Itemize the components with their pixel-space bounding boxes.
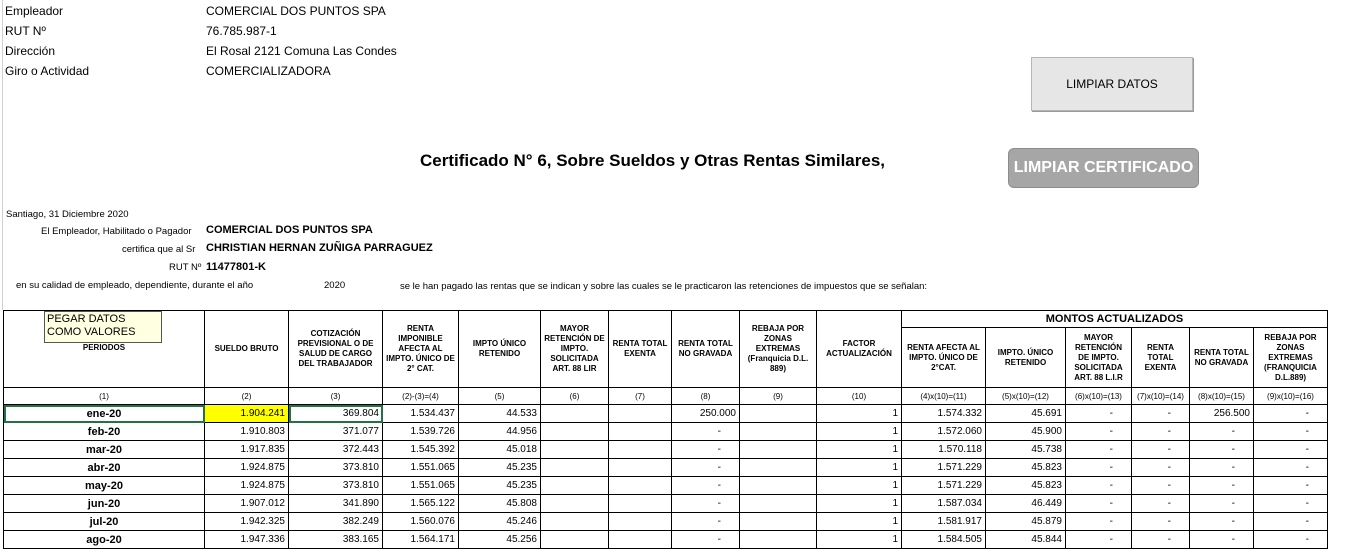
table-cell[interactable]: 1: [817, 459, 902, 477]
column-number-cell: (6)x(10)=(13): [1066, 388, 1132, 405]
trabajador-name: CHRISTIAN HERNAN ZUÑIGA PARRAGUEZ: [206, 242, 433, 254]
table-cell[interactable]: [740, 405, 817, 423]
column-number-cell: (8): [672, 388, 740, 405]
table-cell[interactable]: [609, 495, 672, 513]
table-cell[interactable]: -: [1254, 423, 1328, 441]
table-cell[interactable]: 1.539.726: [383, 423, 459, 441]
col-header-renta-exenta: RENTA TOTAL EXENTA: [609, 311, 672, 388]
table-cell[interactable]: [740, 441, 817, 459]
table-cell[interactable]: [609, 531, 672, 549]
table-cell[interactable]: 44.956: [459, 423, 541, 441]
table-cell[interactable]: 1.571.229: [902, 477, 986, 495]
table-cell[interactable]: 46.449: [986, 495, 1066, 513]
table-cell[interactable]: -: [672, 495, 740, 513]
table-cell[interactable]: -: [1066, 531, 1132, 549]
table-cell[interactable]: [541, 459, 609, 477]
pegar-valores-button[interactable]: [44, 311, 162, 343]
col-header-periodos: PERIODOS: [4, 311, 205, 388]
table-cell[interactable]: [740, 423, 817, 441]
table-cell[interactable]: -: [672, 423, 740, 441]
table-cell[interactable]: [740, 459, 817, 477]
table-row: [4, 513, 1328, 531]
table-cell[interactable]: -: [1066, 459, 1132, 477]
table-cell[interactable]: 1.565.122: [383, 495, 459, 513]
table-cell[interactable]: -: [672, 477, 740, 495]
table-cell[interactable]: -: [1132, 405, 1190, 423]
col-header-renta-exenta-act: RENTA TOTAL EXENTA: [1132, 328, 1190, 388]
table-row: [4, 459, 1328, 477]
direccion-value[interactable]: El Rosal 2121 Comuna Las Condes: [206, 44, 397, 58]
table-cell[interactable]: -: [1066, 495, 1132, 513]
rentas-table: [3, 310, 1328, 549]
rentas-text: se le han pagado las rentas que se indican y sobre las cuales se le practicaron las retenciones de impuestos que se señalan:: [400, 281, 928, 292]
table-cell[interactable]: [740, 495, 817, 513]
table-cell[interactable]: 256.500: [1190, 405, 1254, 423]
period-cell[interactable]: jul-20: [4, 513, 205, 531]
table-row: [4, 441, 1328, 459]
table-cell[interactable]: 1.534.437: [383, 405, 459, 423]
table-cell[interactable]: -: [1254, 513, 1328, 531]
period-cell[interactable]: mar-20: [4, 441, 205, 459]
direccion-label: Dirección: [5, 44, 56, 58]
table-cell[interactable]: 373.810: [289, 459, 383, 477]
column-number-cell: (6): [541, 388, 609, 405]
column-number-cell: (5): [459, 388, 541, 405]
table-cell[interactable]: 45.235: [459, 459, 541, 477]
table-cell[interactable]: [740, 531, 817, 549]
col-header-rebaja-zonas: REBAJA POR ZONAS EXTREMAS (Franquicia D.L. 889): [740, 311, 817, 388]
table-cell[interactable]: 1.551.065: [383, 477, 459, 495]
table-cell[interactable]: 1.924.875: [205, 477, 289, 495]
table-cell[interactable]: [541, 495, 609, 513]
column-number-cell: (8)x(10)=(15): [1190, 388, 1254, 405]
table-cell[interactable]: -: [1132, 495, 1190, 513]
table-cell[interactable]: -: [1190, 531, 1254, 549]
limpiar-datos-button[interactable]: LIMPIAR DATOS: [1031, 57, 1193, 111]
table-cell[interactable]: -: [1132, 423, 1190, 441]
rut-label: RUT Nº: [5, 24, 46, 38]
table-cell[interactable]: -: [1190, 513, 1254, 531]
calidad-text: en su calidad de empleado, dependiente, durante el año: [16, 280, 254, 291]
table-cell[interactable]: 1.587.034: [902, 495, 986, 513]
sheet-gridline: [2, 0, 3, 310]
table-cell[interactable]: -: [1254, 441, 1328, 459]
table-cell[interactable]: 1: [817, 423, 902, 441]
table-cell[interactable]: [541, 441, 609, 459]
table-cell[interactable]: 369.804: [289, 405, 383, 423]
empleador-value[interactable]: COMERCIAL DOS PUNTOS SPA: [206, 4, 386, 18]
table-cell[interactable]: 45.844: [986, 531, 1066, 549]
table-cell[interactable]: -: [1066, 423, 1132, 441]
giro-value[interactable]: COMERCIALIZADORA: [206, 64, 331, 78]
table-cell[interactable]: [609, 477, 672, 495]
table-cell[interactable]: 1.907.012: [205, 495, 289, 513]
table-row: [4, 531, 1328, 549]
table-cell[interactable]: 1.571.229: [902, 459, 986, 477]
table-cell[interactable]: -: [1066, 441, 1132, 459]
table-cell[interactable]: -: [672, 531, 740, 549]
table-cell[interactable]: [541, 423, 609, 441]
table-cell[interactable]: -: [1190, 441, 1254, 459]
giro-label: Giro o Actividad: [5, 64, 90, 78]
table-cell[interactable]: -: [1132, 513, 1190, 531]
table-row: [4, 495, 1328, 513]
table-cell[interactable]: 1.924.875: [205, 459, 289, 477]
anio-value[interactable]: 2020: [324, 280, 346, 291]
table-cell[interactable]: -: [1132, 477, 1190, 495]
table-cell[interactable]: [609, 513, 672, 531]
table-cell[interactable]: -: [1190, 477, 1254, 495]
table-cell[interactable]: 1.551.065: [383, 459, 459, 477]
table-cell[interactable]: 1: [817, 477, 902, 495]
table-cell[interactable]: 45.879: [986, 513, 1066, 531]
certificate-title: Certificado N° 6, Sobre Sueldos y Otras Rentas Similares,: [420, 151, 886, 170]
table-cell[interactable]: 45.738: [986, 441, 1066, 459]
table-cell[interactable]: 1.917.835: [205, 441, 289, 459]
col-header-renta-imponible: RENTA IMPONIBLE AFECTA AL IMPTO. ÚNICO DE 2° CAT.: [383, 311, 459, 388]
table-cell[interactable]: 372.443: [289, 441, 383, 459]
column-number-cell: (5)x(10)=(12): [986, 388, 1066, 405]
period-cell[interactable]: jun-20: [4, 495, 205, 513]
col-header-renta-afecta-act: RENTA AFECTA AL IMPTO. ÚNICO DE 2°CAT.: [902, 328, 986, 388]
column-number-cell: (7): [609, 388, 672, 405]
table-cell[interactable]: 1.942.325: [205, 513, 289, 531]
column-number-cell: (7)x(10)=(14): [1132, 388, 1190, 405]
table-cell[interactable]: 1.910.803: [205, 423, 289, 441]
table-cell[interactable]: -: [1066, 513, 1132, 531]
table-cell[interactable]: -: [1066, 477, 1132, 495]
table-cell[interactable]: 1.545.392: [383, 441, 459, 459]
rut-intro: RUT Nº: [169, 262, 202, 273]
montos-actualizados-header: MONTOS ACTUALIZADOS: [902, 311, 1328, 328]
table-cell[interactable]: [609, 423, 672, 441]
empleador-name: COMERCIAL DOS PUNTOS SPA: [206, 224, 373, 236]
table-cell[interactable]: 1: [817, 531, 902, 549]
column-number-cell: (10): [817, 388, 902, 405]
table-cell[interactable]: 1.570.118: [902, 441, 986, 459]
table-cell[interactable]: 1: [817, 405, 902, 423]
table-cell[interactable]: -: [1254, 531, 1328, 549]
table-cell[interactable]: -: [1254, 459, 1328, 477]
col-header-renta-no-gravada-act: RENTA TOTAL NO GRAVADA: [1190, 328, 1254, 388]
table-cell[interactable]: -: [1190, 423, 1254, 441]
col-header-sueldo-bruto: SUELDO BRUTO: [205, 311, 289, 388]
table-cell[interactable]: 1.904.241: [205, 405, 289, 423]
table-cell[interactable]: -: [1132, 441, 1190, 459]
col-header-mayor-retencion-act: MAYOR RETENCIÓN DE IMPTO. SOLICITADA ART. 88 L.I.R: [1066, 328, 1132, 388]
column-number-cell: (9)x(10)=(16): [1254, 388, 1328, 405]
table-cell[interactable]: -: [672, 441, 740, 459]
table-row: [4, 423, 1328, 441]
table-cell[interactable]: [609, 405, 672, 423]
column-number-cell: (4)x(10)=(11): [902, 388, 986, 405]
col-header-rebaja-zonas-act: REBAJA POR ZONAS EXTREMAS (FRANQUICIA D.L.889): [1254, 328, 1328, 388]
table-cell[interactable]: 45.246: [459, 513, 541, 531]
limpiar-certificado-button[interactable]: LIMPIAR CERTIFICADO: [1008, 148, 1199, 188]
table-cell[interactable]: 382.249: [289, 513, 383, 531]
column-number-cell: (1): [4, 388, 205, 405]
table-cell[interactable]: 1: [817, 513, 902, 531]
table-cell[interactable]: -: [1066, 405, 1132, 423]
table-cell[interactable]: 45.823: [986, 477, 1066, 495]
table-cell[interactable]: [541, 513, 609, 531]
column-number-cell: (3): [289, 388, 383, 405]
table-cell[interactable]: [609, 459, 672, 477]
table-cell[interactable]: -: [1254, 495, 1328, 513]
table-cell[interactable]: [740, 513, 817, 531]
table-cell[interactable]: 250.000: [672, 405, 740, 423]
table-cell[interactable]: 1.584.505: [902, 531, 986, 549]
table-cell[interactable]: [541, 477, 609, 495]
pegar-label-line2: COMO VALORES: [47, 326, 136, 338]
table-cell[interactable]: 1: [817, 441, 902, 459]
table-cell[interactable]: 383.165: [289, 531, 383, 549]
period-cell[interactable]: may-20: [4, 477, 205, 495]
period-cell[interactable]: feb-20: [4, 423, 205, 441]
empleador-intro: El Empleador, Habilitado o Pagador: [41, 226, 192, 237]
table-cell[interactable]: -: [1254, 477, 1328, 495]
table-cell[interactable]: 45.808: [459, 495, 541, 513]
table-cell[interactable]: 45.256: [459, 531, 541, 549]
table-cell[interactable]: -: [1190, 459, 1254, 477]
lugar-fecha: Santiago, 31 Diciembre 2020: [6, 209, 129, 220]
table-cell[interactable]: [740, 477, 817, 495]
period-cell[interactable]: ene-20: [4, 405, 205, 423]
col-header-cotizacion: COTIZACIÓN PREVISIONAL O DE SALUD DE CARGO DEL TRABAJADOR: [289, 311, 383, 388]
col-header-factor: FACTOR ACTUALIZACIÓN: [817, 311, 902, 388]
col-header-impto-unico-act: IMPTO. ÚNICO RETENIDO: [986, 328, 1066, 388]
table-cell[interactable]: 1.572.060: [902, 423, 986, 441]
table-cell[interactable]: -: [1132, 531, 1190, 549]
period-cell[interactable]: ago-20: [4, 531, 205, 549]
table-cell[interactable]: 373.810: [289, 477, 383, 495]
table-cell[interactable]: [541, 531, 609, 549]
table-row: [4, 477, 1328, 495]
table-cell[interactable]: -: [672, 513, 740, 531]
rut-value[interactable]: 76.785.987-1: [206, 24, 277, 38]
empleador-label: Empleador: [5, 4, 64, 18]
table-cell[interactable]: 1: [817, 495, 902, 513]
table-cell[interactable]: 45.018: [459, 441, 541, 459]
table-cell[interactable]: -: [672, 459, 740, 477]
table-cell[interactable]: [609, 441, 672, 459]
table-cell[interactable]: 1.581.917: [902, 513, 986, 531]
pegar-label-line1: PEGAR DATOS: [47, 313, 126, 325]
col-header-mayor-retencion: MAYOR RETENCIÓN DE IMPTO. SOLICITADA ART. 88 LIR: [541, 311, 609, 388]
table-cell[interactable]: 1.574.332: [902, 405, 986, 423]
table-cell[interactable]: 1.564.171: [383, 531, 459, 549]
table-cell[interactable]: -: [1254, 405, 1328, 423]
table-cell[interactable]: 371.077: [289, 423, 383, 441]
column-number-cell: (2)-(3)=(4): [383, 388, 459, 405]
column-number-cell: (2): [205, 388, 289, 405]
column-number-cell: (9): [740, 388, 817, 405]
table-cell[interactable]: 1.560.076: [383, 513, 459, 531]
table-cell[interactable]: 341.890: [289, 495, 383, 513]
certifica-intro: certifica que al Sr: [122, 244, 196, 255]
table-cell[interactable]: 45.235: [459, 477, 541, 495]
table-cell[interactable]: 45.691: [986, 405, 1066, 423]
table-cell[interactable]: -: [1132, 459, 1190, 477]
period-cell[interactable]: abr-20: [4, 459, 205, 477]
table-cell[interactable]: -: [1190, 495, 1254, 513]
table-cell[interactable]: [541, 405, 609, 423]
table-cell[interactable]: 45.823: [986, 459, 1066, 477]
column-number-row: [4, 388, 1328, 405]
table-cell[interactable]: 45.900: [986, 423, 1066, 441]
table-cell[interactable]: 44.533: [459, 405, 541, 423]
col-header-renta-no-gravada: RENTA TOTAL NO GRAVADA: [672, 311, 740, 388]
rut-trabajador: 11477801-K: [206, 261, 266, 273]
col-header-impto-unico: IMPTO ÚNICO RETENIDO: [459, 311, 541, 388]
table-row: [4, 405, 1328, 423]
table-cell[interactable]: 1.947.336: [205, 531, 289, 549]
